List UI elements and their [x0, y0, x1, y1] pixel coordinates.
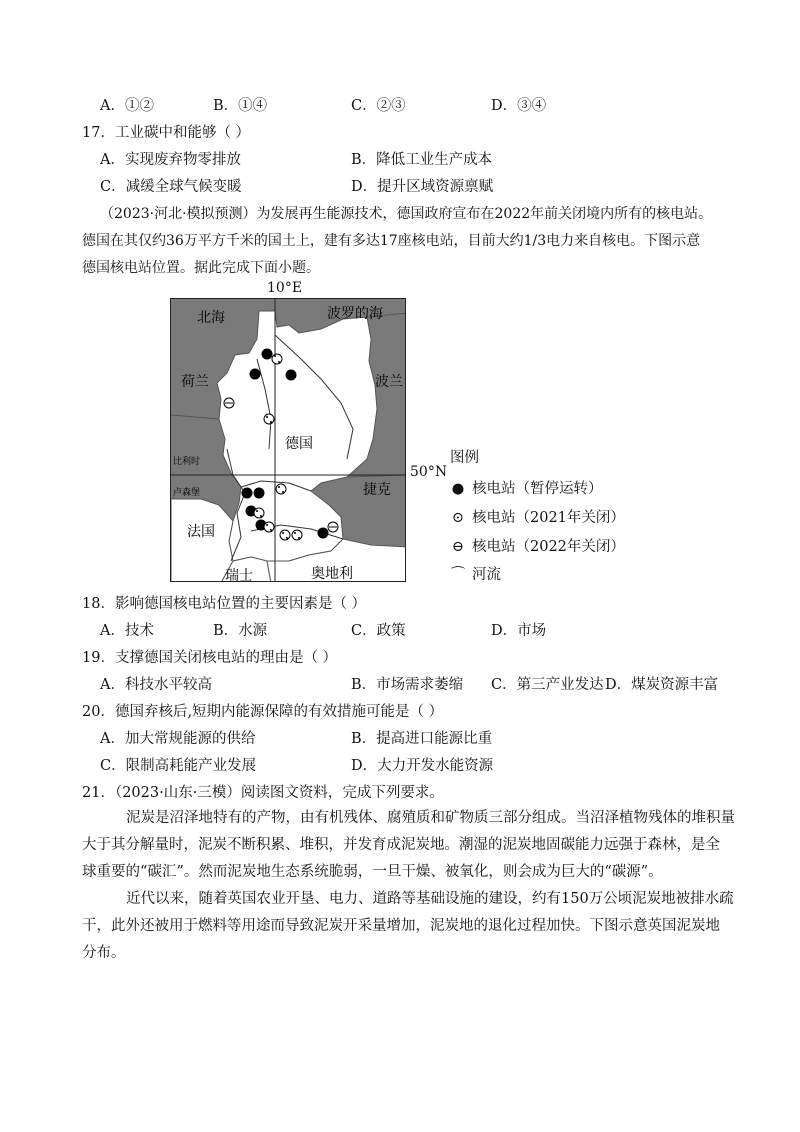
- station-closed-2021: [280, 530, 290, 540]
- label-switzerland: 瑞士: [225, 568, 253, 582]
- minus-circle-icon: ⊖: [451, 539, 465, 555]
- station-closed-2021: [272, 354, 282, 364]
- meridian-label: 10°E: [267, 280, 303, 296]
- q20-option-b: B．提高进口能源比重: [351, 731, 493, 747]
- label-austria: 奥地利: [311, 566, 353, 582]
- border-line: [171, 415, 219, 419]
- station-suspended: [262, 349, 273, 360]
- q21-paragraph-2: [82, 886, 734, 967]
- q18-option-a: A．技术: [100, 623, 154, 639]
- river-icon: ⌒: [450, 567, 466, 583]
- q17-option-b: B．降低工业生产成本: [351, 152, 493, 168]
- station-suspended: [254, 488, 265, 499]
- station-closed-2021: [254, 508, 264, 518]
- q21-p2-line: 分布。: [82, 945, 126, 961]
- q21-p2-line: 近代以来，随着英国农业开垦、电力、道路等基础设施的建设，约有150万公顷泥炭地被排水疏: [126, 891, 734, 907]
- station-closed-2021: [276, 484, 286, 494]
- filled-circle-icon: ●: [451, 481, 465, 497]
- q20-option-a: A．加大常规能源的供给: [100, 731, 256, 747]
- q19-stem: 19．支撑德国关闭核电站的理由是（ ）: [82, 650, 338, 666]
- q19-option-b: B．市场需求萎缩: [351, 677, 464, 693]
- label-luxembourg: 卢森堡: [173, 488, 201, 498]
- label-czech: 捷克: [363, 482, 391, 498]
- intro-line-3: 德国核电站位置。据此完成下面小题。: [82, 260, 320, 276]
- q16-option-a: A．①②: [100, 98, 154, 114]
- germany-nuclear-map: [170, 298, 406, 582]
- q18-stem: 18．影响德国核电站位置的主要因素是（ ）: [82, 596, 367, 612]
- q16-option-d: D．③④: [491, 98, 547, 114]
- legend-item-2022: ⊖ 核电站（2022年关闭）: [451, 539, 625, 555]
- intro-line-2: 德国在其仅约36万平方千米的国土上，建有多达17座核电站，目前大约1/3电力来自核电。下图示意: [82, 233, 701, 249]
- q20-stem: 20．德国弃核后,短期内能源保障的有效措施可能是（ ）: [82, 704, 444, 720]
- station-suspended: [286, 370, 297, 381]
- q17-option-d: D．提升区域资源禀赋: [351, 179, 494, 195]
- legend-item-river: ⌒ 河流: [450, 563, 501, 584]
- q18-option-c: C．政策: [351, 623, 406, 639]
- q16-option-b: B．①④: [213, 98, 268, 114]
- q19-option-a: A．科技水平较高: [100, 677, 212, 693]
- label-baltic: 波罗的海: [327, 306, 383, 322]
- q21-p1-line: 球重要的“碳汇”。然而泥炭地生态系统脆弱，一旦干燥、被氧化，则会成为巨大的“碳源”。: [82, 864, 663, 880]
- q20-option-d: D．大力开发水能资源: [351, 758, 494, 774]
- q21-p1-line: 大于其分解量时，泥炭不断积累、堆积，并发育成泥炭地。潮湿的泥炭地固碳能力远强于森林，是全: [82, 837, 720, 853]
- q21-p2-line: 干，此外还被用于燃料等用途而导致泥炭开采量增加，泥炭地的退化过程加快。下图示意英国泥炭地: [82, 918, 720, 934]
- q17-stem: 17．工业碳中和能够（ ）: [82, 125, 251, 141]
- dotted-circle-icon: ⊙: [451, 510, 465, 526]
- station-closed-2021: [264, 522, 274, 532]
- q21-stem: 21．（2023·山东·三模）阅读图文资料，完成下列要求。: [82, 785, 444, 801]
- label-netherlands: 荷兰: [181, 374, 209, 390]
- label-north-sea: 北海: [197, 310, 225, 326]
- legend-item-suspended: ● 核电站（暂停运转）: [451, 481, 603, 497]
- station-suspended: [318, 528, 329, 539]
- label-germany: 德国: [285, 436, 313, 452]
- station-closed-2021: [292, 530, 302, 540]
- station-suspended: [250, 369, 261, 380]
- station-suspended: [242, 488, 253, 499]
- intro-line-1: （2023·河北·模拟预测）为发展再生能源技术，德国政府宣布在2022年前关闭境内所有的核电站。: [100, 206, 713, 222]
- parallel-label: 50°N: [410, 464, 448, 480]
- legend-title: 图例: [450, 450, 479, 466]
- q20-option-c: C．限制高耗能产业发展: [100, 758, 257, 774]
- q17-option-c: C．减缓全球气候变暖: [100, 179, 242, 195]
- label-belgium: 比利时: [173, 457, 201, 467]
- station-closed-2021: [264, 414, 274, 424]
- label-france: 法国: [187, 524, 215, 540]
- q19-option-d: D．煤炭资源丰富: [605, 677, 719, 693]
- q19-option-c: C．第三产业发达: [491, 677, 604, 693]
- q18-option-b: B．水源: [213, 623, 268, 639]
- legend-item-2021: ⊙ 核电站（2021年关闭）: [451, 510, 625, 526]
- q18-option-d: D．市场: [491, 623, 547, 639]
- q16-option-c: C．②③: [351, 98, 406, 114]
- label-poland: 波兰: [375, 374, 403, 390]
- q21-p1-line: 泥炭是沼泽地特有的产物，由有机残体、腐殖质和矿物质三部分组成。当沼泽植物残体的堆积量: [126, 810, 735, 826]
- q21-paragraph-1: [82, 805, 735, 886]
- q17-option-a: A．实现废弃物零排放: [100, 152, 241, 168]
